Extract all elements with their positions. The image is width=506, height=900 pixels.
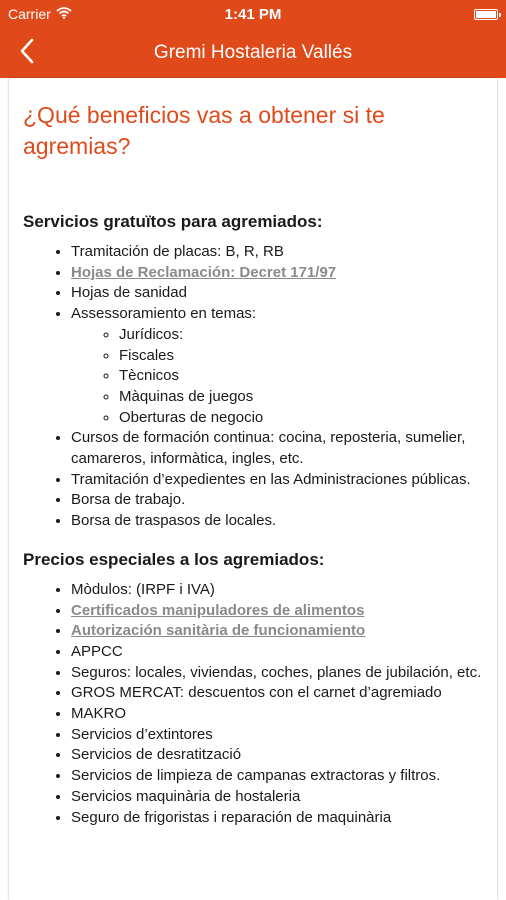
sub-list-item: ◦ Fiscales: [119, 346, 483, 367]
sub-list-item: ◦ Oberturas de negocio: [119, 408, 483, 429]
free-services-list: [23, 242, 483, 532]
list-item: • Seguros: locales, viviendas, coches, planes de jubilación, etc.: [71, 663, 483, 684]
sub-list-item: ◦ Màquinas de juegos: [119, 387, 483, 408]
list-item: [71, 601, 483, 622]
list-item: • Tramitación de placas: B, R, RB: [71, 242, 483, 263]
list-item: • Servicios de desratització: [71, 745, 483, 766]
nav-bar: [0, 28, 506, 78]
list-item: • Servicios d’extintores: [71, 725, 483, 746]
list-item: • Servicios maquinària de hostaleria: [71, 787, 483, 808]
list-item: • Tramitación d’expedientes en las Administraciones públicas.: [71, 470, 483, 491]
list-item: • Borsa de traspasos de locales.: [71, 511, 483, 532]
sub-list-item: ◦ Jurídicos:: [119, 325, 483, 346]
list-item: • Cursos de formación continua: cocina, reposteria, sumelier, camareros, informàtica, ingles, etc.: [71, 428, 483, 469]
list-item: • Hojas de sanidad: [71, 283, 483, 304]
battery-icon: [474, 9, 498, 20]
carrier-label: Carrier: [8, 6, 51, 22]
special-prices-list: [23, 580, 483, 828]
list-item: [71, 304, 483, 428]
section-special-prices-title: Precios especiales a los agremiados:: [23, 549, 325, 569]
wifi-icon: [56, 6, 72, 22]
list-item: • Servicios de limpieza de campanas extractoras y filtros.: [71, 766, 483, 787]
content-card: [9, 78, 497, 900]
status-left: [8, 6, 72, 22]
status-bar: [0, 0, 506, 28]
sub-list-item: ◦ Tècnicos: [119, 366, 483, 387]
page-heading: ¿Qué beneficios vas a obtener si te agremias?: [23, 102, 385, 159]
sub-list: [71, 325, 483, 429]
list-item: • GROS MERCAT: descuentos con el carnet d’agremiado: [71, 683, 483, 704]
list-item: [71, 621, 483, 642]
link-hojas-reclamacion[interactable]: Hojas de Reclamación: Decret 171/97: [71, 263, 337, 281]
list-item: • APPCC: [71, 642, 483, 663]
list-item-label: Assessoramiento en temas:: [71, 305, 257, 323]
list-item: • MAKRO: [71, 704, 483, 725]
list-item: • Mòdulos: (IRPF i IVA): [71, 580, 483, 601]
list-item: • Borsa de trabajo.: [71, 490, 483, 511]
section-free-services-title: Servicios gratuïtos para agremiados:: [23, 212, 323, 231]
status-time: 1:41 PM: [224, 5, 282, 23]
list-item: • Seguro de frigoristas i reparación de maquinària: [71, 808, 483, 829]
nav-title: Gremi Hostaleria Vallés: [153, 42, 353, 63]
list-item: [71, 263, 483, 284]
link-certificados-manipuladores[interactable]: Certificados manipuladores de alimentos: [71, 601, 365, 619]
link-autorizacion-sanitaria[interactable]: Autorización sanitària de funcionamiento: [71, 622, 366, 640]
